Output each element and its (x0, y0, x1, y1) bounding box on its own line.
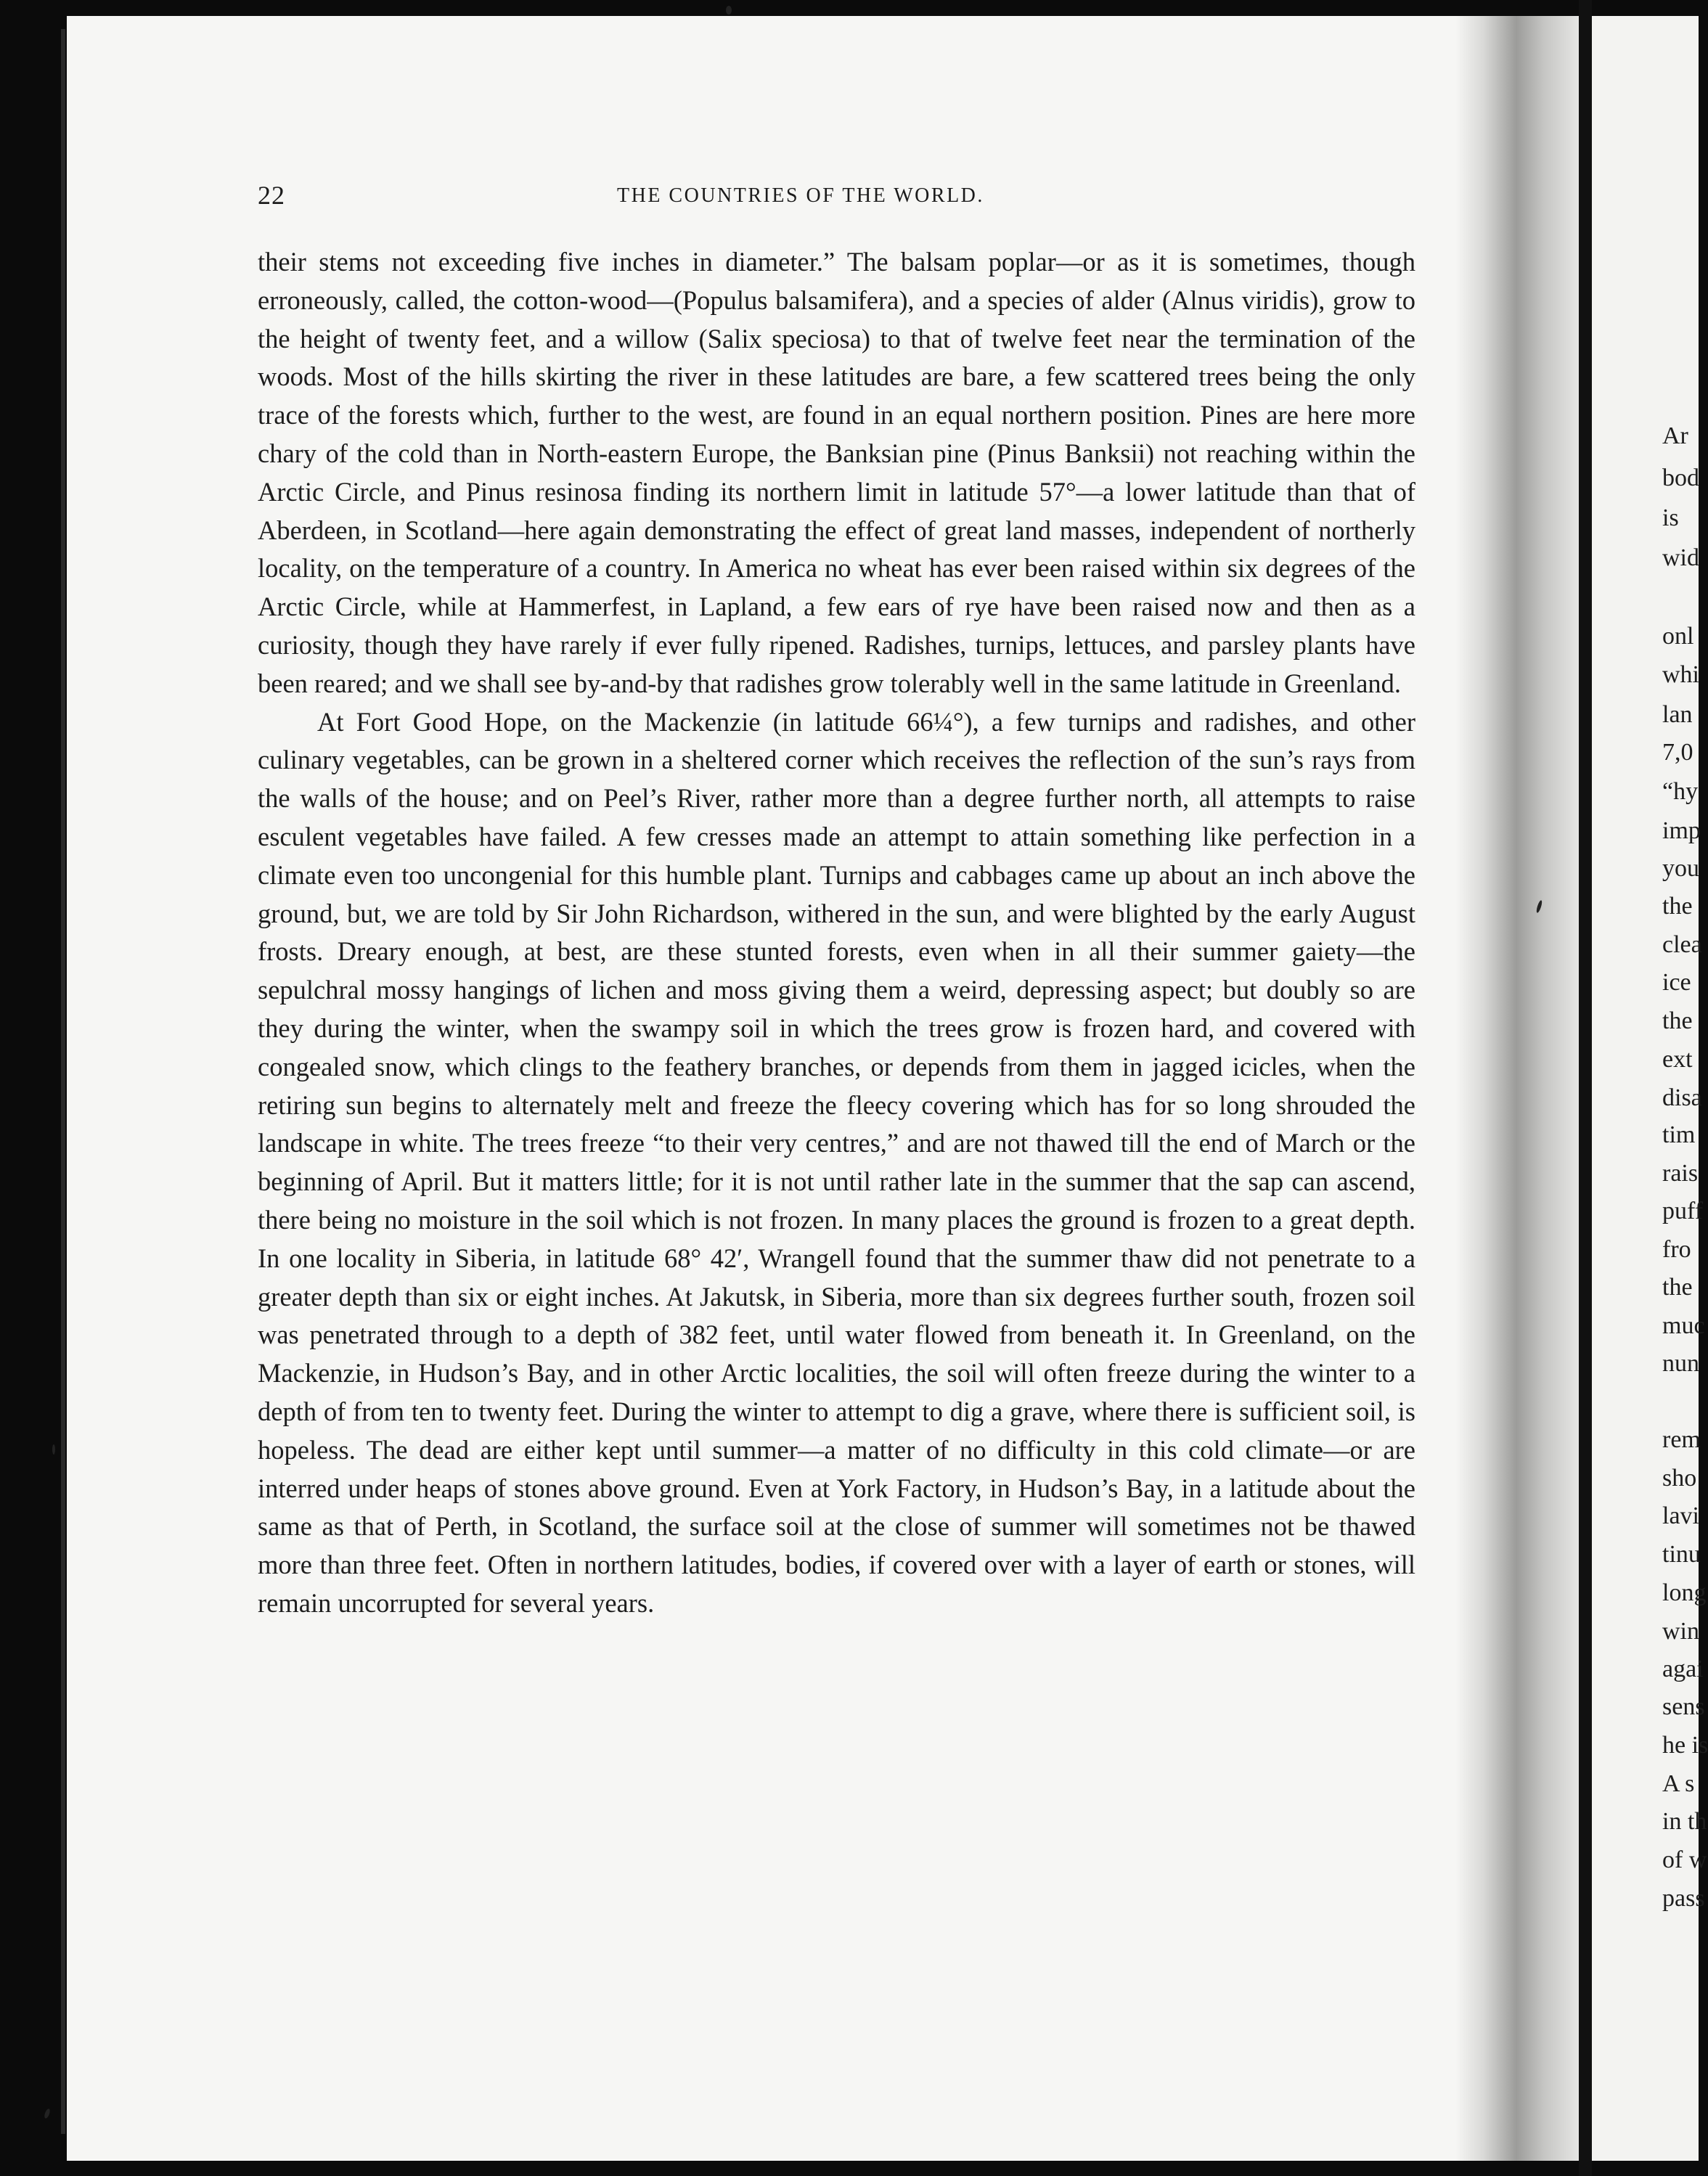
paragraph-2: At Fort Good Hope, on the Mackenzie (in latitude 66¼°), a few turnips and radishes, and other culinary vegetables, can be grown in a sheltered corner which receives the reflection of the sun’s rays from the walls of the house; and on Peel’s River, rather more than a degree further north, all attempts to raise esculent vegetables have failed. A few cresses made an attempt to attain something like perfection in a climate even too uncongenial for this humble plant. Turnips and cabbages came up about an inch above the ground, but, we are told by Sir John Richardson, withered in the sun, and were blighted by the early August frosts. Dreary enough, at best, are these stunted forests, even when in all their summer gaiety—the sepulchral mossy hangings of lichen and moss giving them a weird, depressing aspect; but doubly so are they during the winter, when the swampy soil in which the trees grow is frozen hard, and covered with congealed snow, which clings to the feathery branches, or depends from them in jagged icicles, when the retiring sun begins to alternately melt and freeze the fleecy covering which has for so long shrouded the landscape in white. The trees freeze “to their very centres,” and are not thawed till the end of March or the beginning of April. But it matters little; for it is not until rather late in the summer that the sap can ascend, there being no moisture in the soil which is not frozen. In many places the ground is frozen to a great depth. In one locality in Siberia, in latitude 68° 42′, Wrangell found that the summer thaw did not penetrate to a greater depth than six or eight inches. At Jakutsk, in Siberia, more than six degrees further south, frozen soil was penetrated through to a depth of 382 feet, until water flowed from beneath it. In Greenland, on the Mackenzie, in Hudson’s Bay, and in other Arctic localities, the soil will often freeze during the winter to a depth of from ten to twenty feet. During the winter to attempt to dig a grave, where there is sufficient soil, is hopeless. The dead are either kept until summer—a matter of no difficulty in this cold climate—or are interred under heaps of stones above ground. Even at York Factory, in Hudson’s Bay, in a latitude about the same as that of Perth, in Scotland, the surface soil at the close of summer will sometimes not be thawed more than three feet. Often in northern latitudes, bodies, if covered over with a layer of earth or stones, will remain uncorrupted for several years. (258, 706, 1415, 1618)
facing-page-fragment: pass (1662, 1885, 1705, 1912)
facing-page-fragment: rais (1662, 1160, 1699, 1187)
facing-page-fragment: Ar (1662, 422, 1688, 449)
facing-page-fragment: tinu (1662, 1541, 1701, 1568)
facing-page-fragment: onl (1662, 623, 1694, 650)
facing-page-fragment: clea (1662, 931, 1702, 958)
facing-page-fragment: the (1662, 1274, 1693, 1301)
facing-page-fragment: the (1662, 1007, 1693, 1034)
facing-page-fragment: fro (1662, 1236, 1691, 1263)
binding-shadow (1455, 16, 1582, 2161)
facing-page-fragment: whi (1662, 661, 1699, 688)
running-head: THE COUNTRIES OF THE WORLD. (617, 184, 984, 207)
book-gutter (1579, 0, 1592, 2176)
facing-page-fragment: ext (1662, 1046, 1693, 1073)
facing-page-fragment: is (1662, 504, 1679, 531)
page-header (258, 180, 1419, 216)
facing-page-fragment: agai (1662, 1656, 1704, 1682)
facing-page-fragment: puff (1662, 1198, 1704, 1224)
facing-page-fragment: 7,0 (1662, 739, 1693, 766)
facing-page-fragment: long (1662, 1579, 1707, 1606)
facing-page-fragment: ice (1662, 969, 1691, 996)
facing-page-fragment: you (1662, 855, 1699, 882)
facing-page-fragment: muc (1662, 1312, 1705, 1339)
facing-page-fragment: win (1662, 1618, 1699, 1645)
scan-speck (726, 6, 732, 15)
facing-page-fragment: nun (1662, 1350, 1699, 1377)
facing-page-fragment: he is (1662, 1732, 1708, 1759)
body-text (258, 243, 1415, 1623)
facing-page-fragment: sens (1662, 1693, 1705, 1720)
facing-page-fragment: sho (1662, 1465, 1697, 1492)
facing-page-fragment: of w (1662, 1846, 1707, 1873)
scan-speck (44, 2108, 51, 2119)
facing-page-fragment: wid (1662, 544, 1699, 571)
page-edge-left (61, 29, 65, 2134)
facing-page-fragment: lavi (1662, 1502, 1699, 1529)
scan-speck (52, 1444, 55, 1455)
facing-page-fragment: the (1662, 893, 1693, 920)
facing-page-fragment: imp (1662, 817, 1701, 844)
page-number: 22 (258, 181, 285, 210)
facing-page-fragment: rem (1662, 1426, 1701, 1453)
facing-page-fragment: lan (1662, 701, 1693, 728)
facing-page-fragment: tim (1662, 1121, 1696, 1148)
facing-page-fragment: “hy (1662, 778, 1699, 805)
facing-page-fragment: in th (1662, 1808, 1707, 1835)
paragraph-1: their stems not exceeding five inches in diameter.” The balsam poplar—or as it is sometimes, though erroneously, called, the cotton-wood—(Populus balsamifera), and a species of alder (Alnus viridis), grow to the height of twenty feet, and a willow (Salix speciosa) to that of twelve feet near the termination of the woods. Most of the hills skirting the river in these latitudes are bare, a few scattered trees being the only trace of the forests which, further to the west, are found in an equal northern position. Pines are here more chary of the cold than in North-eastern Europe, the Banksian pine (Pinus Banksii) not reaching within the Arctic Circle, and Pinus resinosa finding its northern limit in latitude 57°—a lower latitude than that of Aberdeen, in Scotland—here again demonstrating the effect of great land masses, independent of northerly locality, on the temperature of a country. In America no wheat has ever been raised within six degrees of the Arctic Circle, while at Hammerfest, in Lapland, a few ears of rye have been raised now and then as a curiosity, though they have rarely if ever fully ripened. Radishes, turnips, lettuces, and parsley plants have been reared; and we shall see by-and-by that radishes grow tolerably well in the same latitude in Greenland. (258, 247, 1415, 698)
facing-page-fragment: bod (1662, 465, 1699, 491)
facing-page-fragment: A s (1662, 1770, 1695, 1797)
facing-page-fragment: disa (1662, 1084, 1702, 1111)
